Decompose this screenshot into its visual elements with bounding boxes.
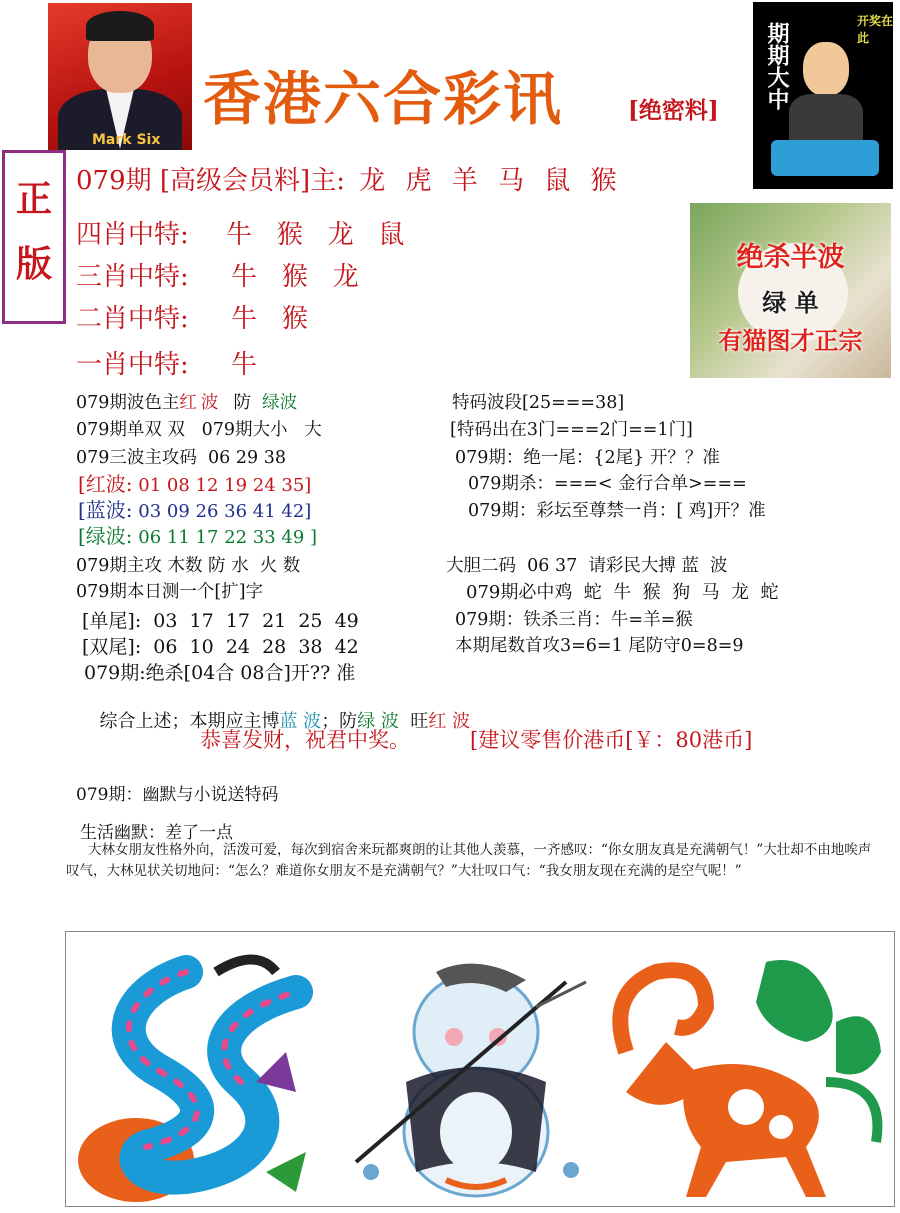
- tier-label: 四肖中特:: [76, 220, 189, 250]
- blue-wave-label: [蓝波:: [78, 498, 133, 522]
- cartoon-sign-text: 开奖在此: [857, 14, 893, 45]
- tier-three: [76, 256, 359, 293]
- bold-two-line: 大胆二码 06 37 请彩民大搏 蓝 波: [446, 556, 728, 576]
- joke-body: 大林女朋友性格外向，活泼可爱，每次到宿舍来玩都爽朗的让其他人羡慕，一齐感叹：“你女朋友真是充满朝气！”大壮却不由地唉声叹气，大林见状关切地问：“怎么？难道你女朋友不是充满朝气？”大壮叹口气：“我女朋友现在充满的是空气呢！”: [66, 842, 872, 879]
- summary-red: 红 波: [428, 711, 471, 732]
- badge-char-2: 版: [15, 243, 52, 285]
- portrait-photo: [48, 3, 192, 150]
- summary-a: 综合上述；本期应主博: [99, 711, 280, 732]
- red-wave-line: [78, 468, 311, 497]
- papercut-illustration: [66, 932, 895, 1207]
- cat-line-1: 绝杀半波: [736, 242, 845, 273]
- zodiac-papercut-image: [65, 931, 895, 1207]
- tail-attack-line: 本期尾数首攻3=6=1 尾防守0=8=9: [455, 636, 744, 656]
- tier-label: 三肖中特:: [76, 262, 189, 292]
- wave-main-red: 红波: [179, 393, 223, 413]
- cartoon-image: [753, 2, 893, 189]
- tier-value: 牛: [231, 350, 258, 380]
- green-wave-line: [78, 520, 317, 549]
- tier-value: 牛 猴 龙 鼠: [226, 220, 405, 250]
- red-wave-nums: 01 08 12 19 24 35]: [132, 475, 312, 496]
- tier-four: [76, 214, 404, 251]
- odd-even-line: 079期单双 双 079期大小 大: [76, 420, 322, 440]
- green-wave-label: [绿波:: [78, 524, 133, 548]
- kill-tail-line: 079期：绝一尾：{2尾} 开？？准: [455, 448, 720, 468]
- page-title: 香港六合彩讯: [203, 65, 564, 133]
- summary-blue: 蓝 波: [279, 711, 322, 732]
- mark-six-logo: Mark Six: [92, 132, 161, 148]
- joke-title: 生活幽默：差了一点: [80, 823, 233, 843]
- daily-char-line: 079期本日测一个[扩]字: [76, 582, 264, 602]
- member-label: [高级会员料]主:: [151, 166, 345, 196]
- joke-heading: 079期：幽默与小说送特码: [76, 785, 279, 805]
- summary-green: 绿 波: [357, 711, 399, 732]
- tier-value: 牛 猴: [231, 304, 308, 334]
- cat-line-2: 绿 单: [762, 288, 819, 317]
- kill-element-line: 079期杀：===< 金行合单>===: [468, 474, 747, 494]
- double-tail-line: [双尾]: 06 10 24 28 38 42: [82, 636, 359, 658]
- tier-label: 一肖中特:: [76, 350, 189, 380]
- blue-wave-line: [78, 494, 311, 523]
- special-door-line: [特码出在3门===2门==1门]: [450, 420, 693, 440]
- member-value: 龙 虎 羊 马 鼠 猴: [344, 166, 623, 196]
- summary-c: 旺: [398, 711, 429, 732]
- wave-main-line: [76, 389, 297, 414]
- main-attack-line: 079期主攻 木数 防 水 火 数: [76, 556, 301, 576]
- tier-two: [76, 298, 308, 335]
- forbidden-line: 079期：彩坛至尊禁一肖：[ 鸡]开？准: [468, 501, 766, 521]
- summary-b: ；防: [321, 711, 358, 732]
- wave-main-prefix: 079期波色主: [76, 393, 180, 413]
- page-subtitle: [绝密料]: [628, 97, 719, 124]
- cat-promo-image: [690, 203, 891, 378]
- price-text: [建议零售价港币[￥：80港币]: [470, 728, 753, 752]
- wave-main-green: 绿波: [262, 393, 298, 413]
- cartoon-text: 期期大中: [764, 22, 789, 110]
- blue-wave-nums: 03 09 26 36 41 42]: [132, 501, 312, 522]
- cat-line-3: 有猫图才正宗: [718, 326, 863, 355]
- iron-kill-line: 079期：铁杀三肖：牛=羊=猴: [455, 610, 693, 630]
- snake-papercut-icon: [78, 960, 306, 1203]
- issue-prefix: 079期: [76, 166, 152, 196]
- wave-main-mid: 防: [222, 393, 263, 413]
- tier-label: 二肖中特:: [76, 304, 189, 334]
- three-wave-line: 079三波主攻码 06 29 38: [76, 448, 286, 468]
- congrats-text: 恭喜发财，祝君中奖。: [200, 728, 410, 752]
- red-wave-label: [红波:: [78, 472, 133, 496]
- special-range-line: 特码波段[25===38]: [452, 393, 625, 413]
- must-hit-line: 079期必中鸡 蛇 牛 猴 狗 马 龙 蛇: [466, 582, 779, 603]
- tier-one: [76, 344, 257, 381]
- goat-papercut-icon: [620, 960, 881, 1197]
- genuine-badge: [2, 150, 66, 324]
- kill-combo-line: 079期:绝杀[04合 08合]开?? 准: [84, 662, 356, 684]
- badge-char-1: 正: [15, 178, 52, 220]
- single-tail-line: [单尾]: 03 17 17 21 25 49: [82, 610, 359, 632]
- pig-papercut-icon: [356, 964, 586, 1196]
- green-wave-nums: 06 11 17 22 33 49 ]: [132, 527, 318, 548]
- member-line: [76, 160, 623, 197]
- tier-value: 牛 猴 龙: [231, 262, 359, 292]
